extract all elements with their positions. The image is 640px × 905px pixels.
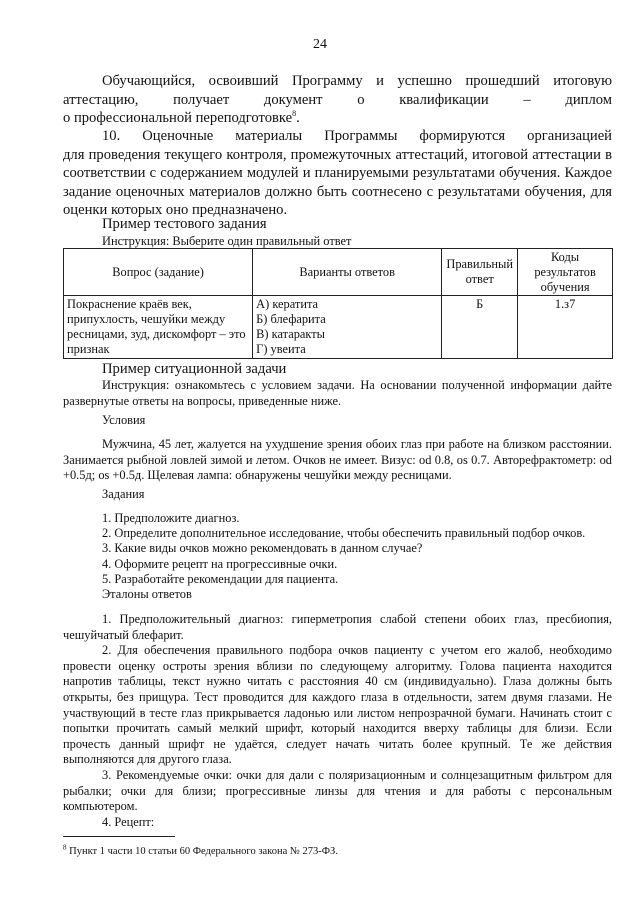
intro-line-3: о профессиональной переподготовке$^8$. (63, 109, 300, 126)
task-item: 2. Определите дополнительное исследование, чтобы обеспечить правильный подбор очков. (102, 526, 586, 541)
footnote-divider (63, 836, 175, 837)
answer-item: 3. Рекомендуемые очки: очки для дали с поляризационным и солнцезащитным фильтром для рыбалки; очки для близи; прогрессивные линзы для чтения и для работы с персональным компьютером. (63, 767, 612, 814)
intro-paragraph (63, 72, 612, 128)
options-cell (253, 296, 442, 358)
tasks-label: Задания (102, 487, 145, 501)
conditions-text: Мужчина, 45 лет, жалуется на ухудшение зрения обоих глаз при работе на близком расстоянии. Занимается рыбной ловлей зимой и летом. Очков не имеет. Визус: od 0.8, os 0.7. Авторефрактометр: od +0.5д; os +0.5д. Щелевая лампа: обнаружены чешуйки между ресницами. (63, 437, 612, 483)
task-item: 4. Оформите рецепт на прогрессивные очки. (102, 556, 338, 571)
page-number: 24 (313, 37, 327, 52)
option-d: Г) увеита (256, 341, 306, 356)
test-example-instruction: Инструкция: Выберите один правильный ответ (102, 234, 352, 248)
footnote-ref[interactable]: 8 (292, 109, 297, 119)
intro-line-1: Обучающийся, освоивший Программу и успешно прошедший итоговую (102, 73, 612, 89)
code-cell: 1.з7 (518, 296, 613, 358)
option-a: А) кератита (256, 297, 319, 312)
footnote (63, 843, 338, 857)
task-item: 5. Разработайте рекомендации для пациента. (102, 571, 339, 586)
answer-item: 1. Предположительный диагноз: гиперметропия слабой степени обоих глаз, пресбиопия, чешуйчатый блефарит. (63, 612, 612, 642)
answers-label: Эталоны ответов (102, 587, 192, 601)
header-question: Вопрос (задание) (64, 249, 253, 296)
option-c: В) катаракты (256, 326, 326, 341)
test-example-title: Пример тестового задания (102, 216, 267, 232)
question-cell: Покраснение краёв век, припухлость, чешуйки между ресницами, зуд, дискомфорт – это признак (64, 296, 253, 358)
header-correct-answer: Правильный ответ (442, 249, 518, 296)
situational-title: Пример ситуационной задачи (102, 361, 287, 377)
header-options: Варианты ответов (253, 249, 442, 296)
tasks-list (102, 511, 585, 587)
section-10-line-1: 10. Оценочные материалы Программы формируются организацией (102, 128, 612, 144)
answer-item: 4. Рецепт: (102, 814, 155, 829)
section-10-body: для проведения текущего контроля, промежуточных аттестаций, итоговой аттестации в соответствии с содержанием модулей и планируемыми результатами обучения. Каждое задание оценочных материалов должно быть соотнесено с результатами обучения, для оценки которых оно предназначено. (63, 146, 612, 218)
table-header-row (64, 249, 613, 296)
footnote-number: 8 (63, 843, 67, 852)
task-item: 1. Предположите диагноз. (102, 511, 240, 525)
situational-instruction: Инструкция: ознакомьтесь с условием задачи. На основании полученной информации дайте развернутые ответы на вопросы, приведенные ниже. (63, 378, 612, 408)
option-b: Б) блефарита (256, 312, 326, 327)
footnote-text: Пункт 1 части 10 статьи 60 Федерального закона № 273-ФЗ. (66, 846, 338, 857)
header-codes: Коды результатов обучения (518, 249, 613, 296)
intro-line-2: аттестацию, получает документ о квалификации – диплом (63, 91, 612, 108)
answer-item: 2. Для обеспечения правильного подбора очков пациенту с учетом его жалоб, необходимо провести оценку остроты зрения вблизи по следующему алгоритму. Голова пациента находится напротив таблицы, текст нужно читать с расстояния 40 см (индивидуально). Глаза должны быть открыты, без прищура. Тест проводится для каждого глаза в отдельности, затем двумя глазами. Не участвующий в тесте глаз прикрывается ладонью или листом непрозрачной бумаги. Начинать стоит с попытки прочитать самый мелкий шрифт, который находится вверху таблицы для близи. Если прочесть данный шрифт не удаётся, следует начать читать более крупный. Те же действия выполняются для другого глаза. (63, 643, 612, 767)
answer-cell: Б (442, 296, 518, 358)
answers-block (63, 612, 612, 830)
table-row (64, 296, 613, 358)
section-10-paragraph (63, 127, 612, 220)
test-table (63, 248, 613, 359)
task-item: 3. Какие виды очков можно рекомендовать в данном случае? (102, 541, 423, 556)
conditions-label: Условия (102, 413, 146, 427)
